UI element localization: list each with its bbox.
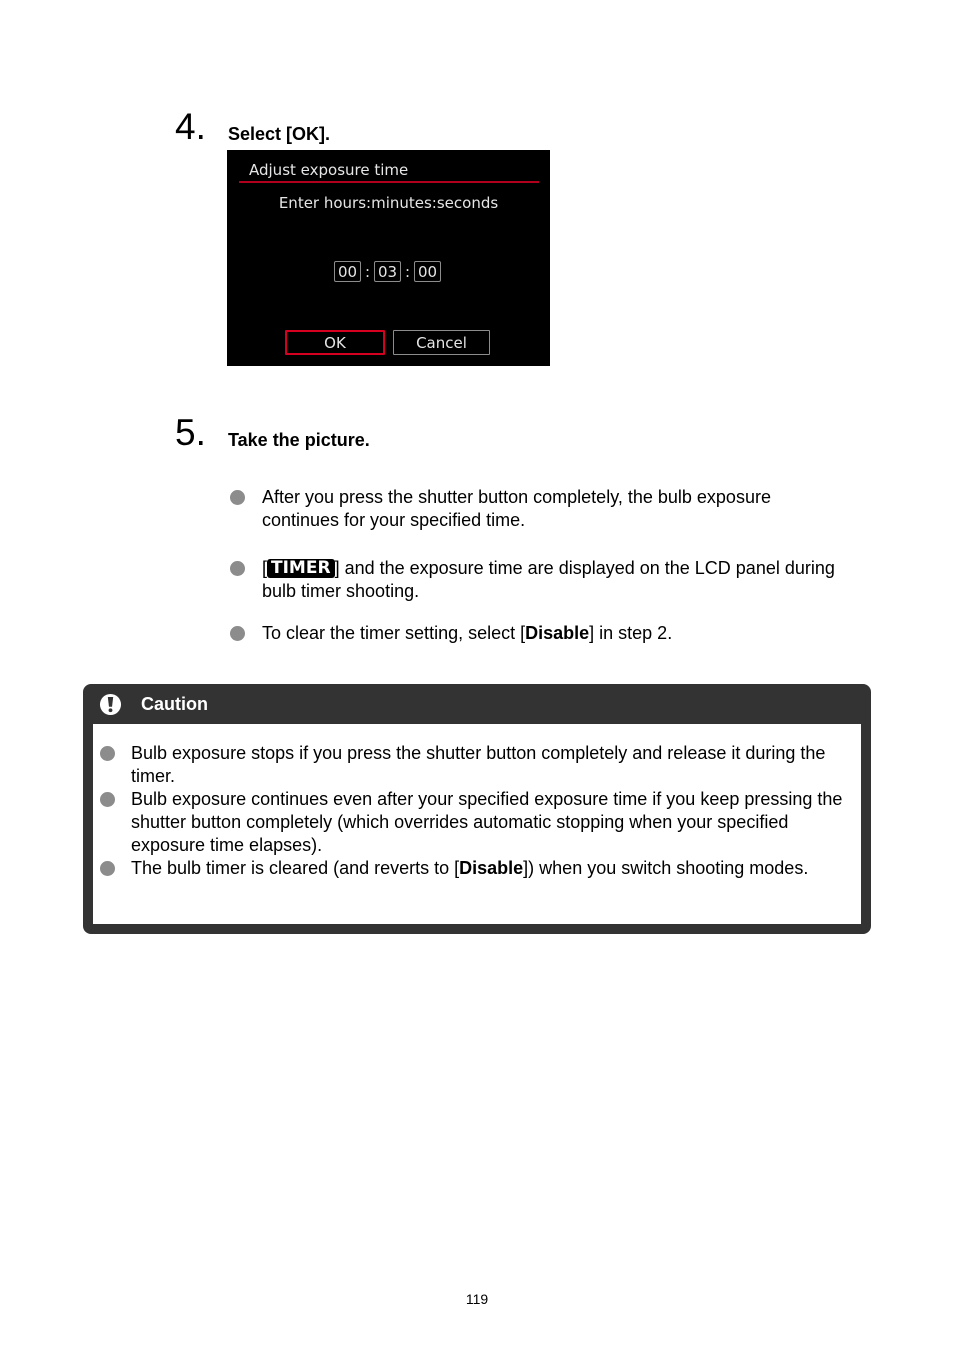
bullet-text: To clear the timer setting, select [Disable] in step 2.	[262, 623, 673, 643]
list-item	[100, 857, 850, 880]
page-number: 119	[465, 1291, 489, 1307]
caution-header	[83, 684, 871, 724]
list-item	[100, 788, 850, 857]
bullet-icon	[230, 626, 245, 641]
bullet-text: After you press the shutter button completely, the bulb exposure continues for your specified time.	[262, 487, 771, 530]
step-title: Take the picture.	[228, 430, 370, 450]
timer-badge-icon: TIMER	[267, 559, 335, 578]
bullet-icon	[230, 561, 245, 576]
cancel-button[interactable]: Cancel	[393, 330, 490, 355]
bullet-icon	[100, 861, 115, 876]
screen-title-divider	[239, 181, 539, 183]
bullet-text: Bulb exposure stops if you press the shutter button completely and release it during the timer.	[131, 743, 826, 786]
list-item	[230, 622, 850, 645]
time-separator: :	[364, 262, 371, 281]
bullet-text: The bulb timer is cleared (and reverts to [Disable]) when you switch shooting modes.	[131, 858, 809, 878]
screen-title: Adjust exposure time	[249, 161, 409, 179]
step-4-heading	[175, 108, 330, 145]
list-item	[230, 486, 850, 532]
bullet-text: [ TIMER ] and the exposure time are displayed on the LCD panel during bulb timer shooting.	[262, 558, 835, 601]
screen-prompt: Enter hours:minutes:seconds	[278, 194, 499, 212]
bullet-icon	[100, 792, 115, 807]
time-separator: :	[404, 262, 411, 281]
hours-field[interactable]: 00	[334, 261, 361, 282]
time-entry	[334, 261, 441, 282]
minutes-field[interactable]: 03	[374, 261, 401, 282]
step-number: 4.	[175, 106, 206, 147]
warning-icon	[99, 693, 122, 716]
ok-button[interactable]: OK	[285, 330, 385, 355]
list-item	[100, 742, 850, 788]
camera-screen	[227, 150, 550, 366]
bullet-icon	[100, 746, 115, 761]
step-title: Select [OK].	[228, 124, 331, 144]
list-item	[230, 557, 850, 603]
caution-label: Caution	[141, 694, 208, 714]
seconds-field[interactable]: 00	[414, 261, 441, 282]
step-5-heading	[175, 414, 370, 451]
bullet-icon	[230, 490, 245, 505]
step-number: 5.	[175, 412, 206, 453]
bullet-text: Bulb exposure continues even after your specified exposure time if you keep pressing the shutter button completely (which overrides automatic stopping when your specified exposure time elapses).	[131, 789, 843, 855]
caution-box	[83, 684, 871, 934]
caution-body	[93, 724, 861, 924]
